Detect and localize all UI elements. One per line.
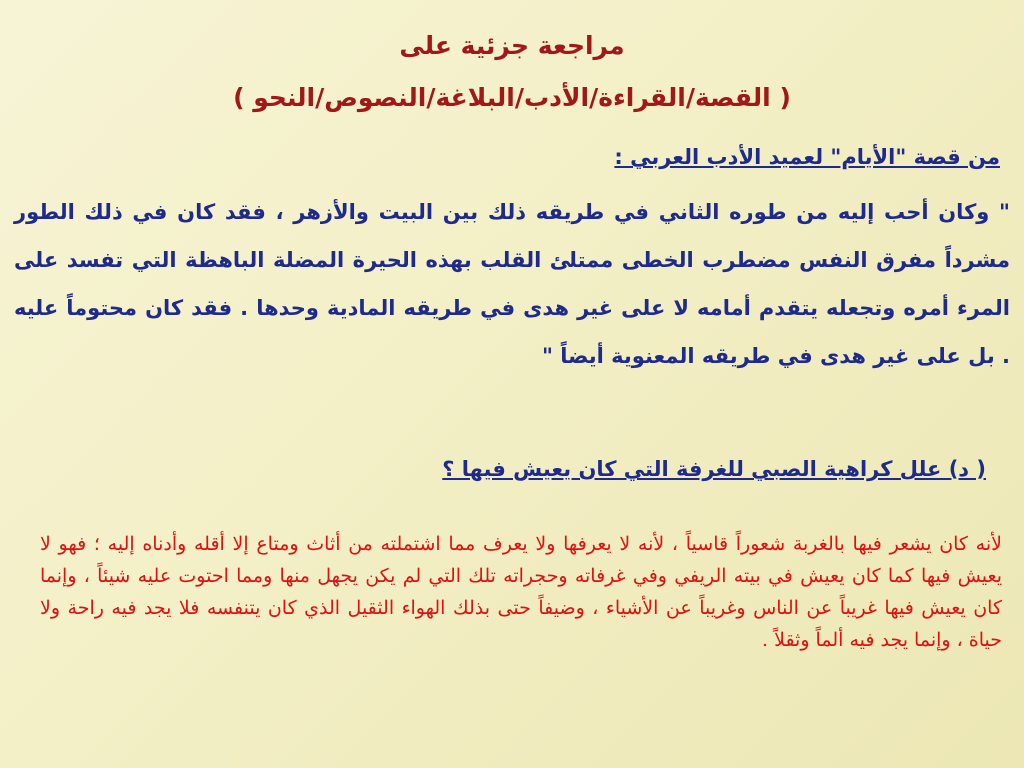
slide-title: مراجعة جزئية على [399, 31, 625, 60]
slide-subtitle: ( القصة/القراءة/الأدب/البلاغة/النصوص/النحو ) [233, 83, 791, 112]
question-heading: ( د) علل كراهية الصبي للغرفة التي كان يعيش فيها ؟ [442, 457, 986, 481]
answer-paragraph: لأنه كان يشعر فيها بالغربة شعوراً قاسياً ، لأنه لا يعرفها ولا يعرف مما اشتملته من أثاث ومتاع إلا أقله وأدناه إليه ؛ فهو لا يعيش فيها كما كان يعيش في بيته الريفي وفي غرفاته وحجراته تلك التي لم يكن يجهل منها ومما احتوت عليه شيئاً ، وإنما كان يعيش فيها غريباً عن الناس وغريباً عن الأشياء ، وضيفاً حتى بذلك الهواء الثقيل الذي كان يتنفسه فلا يجد فيه راحة ولا حياة ، وإنما يجد فيه ألماً وثقلاً . [40, 533, 1002, 651]
section-heading: من قصة "الأيام" لعميد الأدب العربي : [614, 145, 1000, 169]
quote-paragraph: " وكان أحب إليه من طوره الثاني في طريقه ذلك بين البيت والأزهر ، فقد كان في ذلك الطور مشرداً مفرق النفس مضطرب الخطى ممتلئ القلب بهذه الحيرة المضلة الباهظة التي تفسد على المرء أمره وتجعله يتقدم أمامه لا على غير هدى في طريقه المادية وحدها . فقد كان محتوماً عليه . بل على غير هدى في طريقه المعنوية أيضاً " [14, 200, 1010, 368]
